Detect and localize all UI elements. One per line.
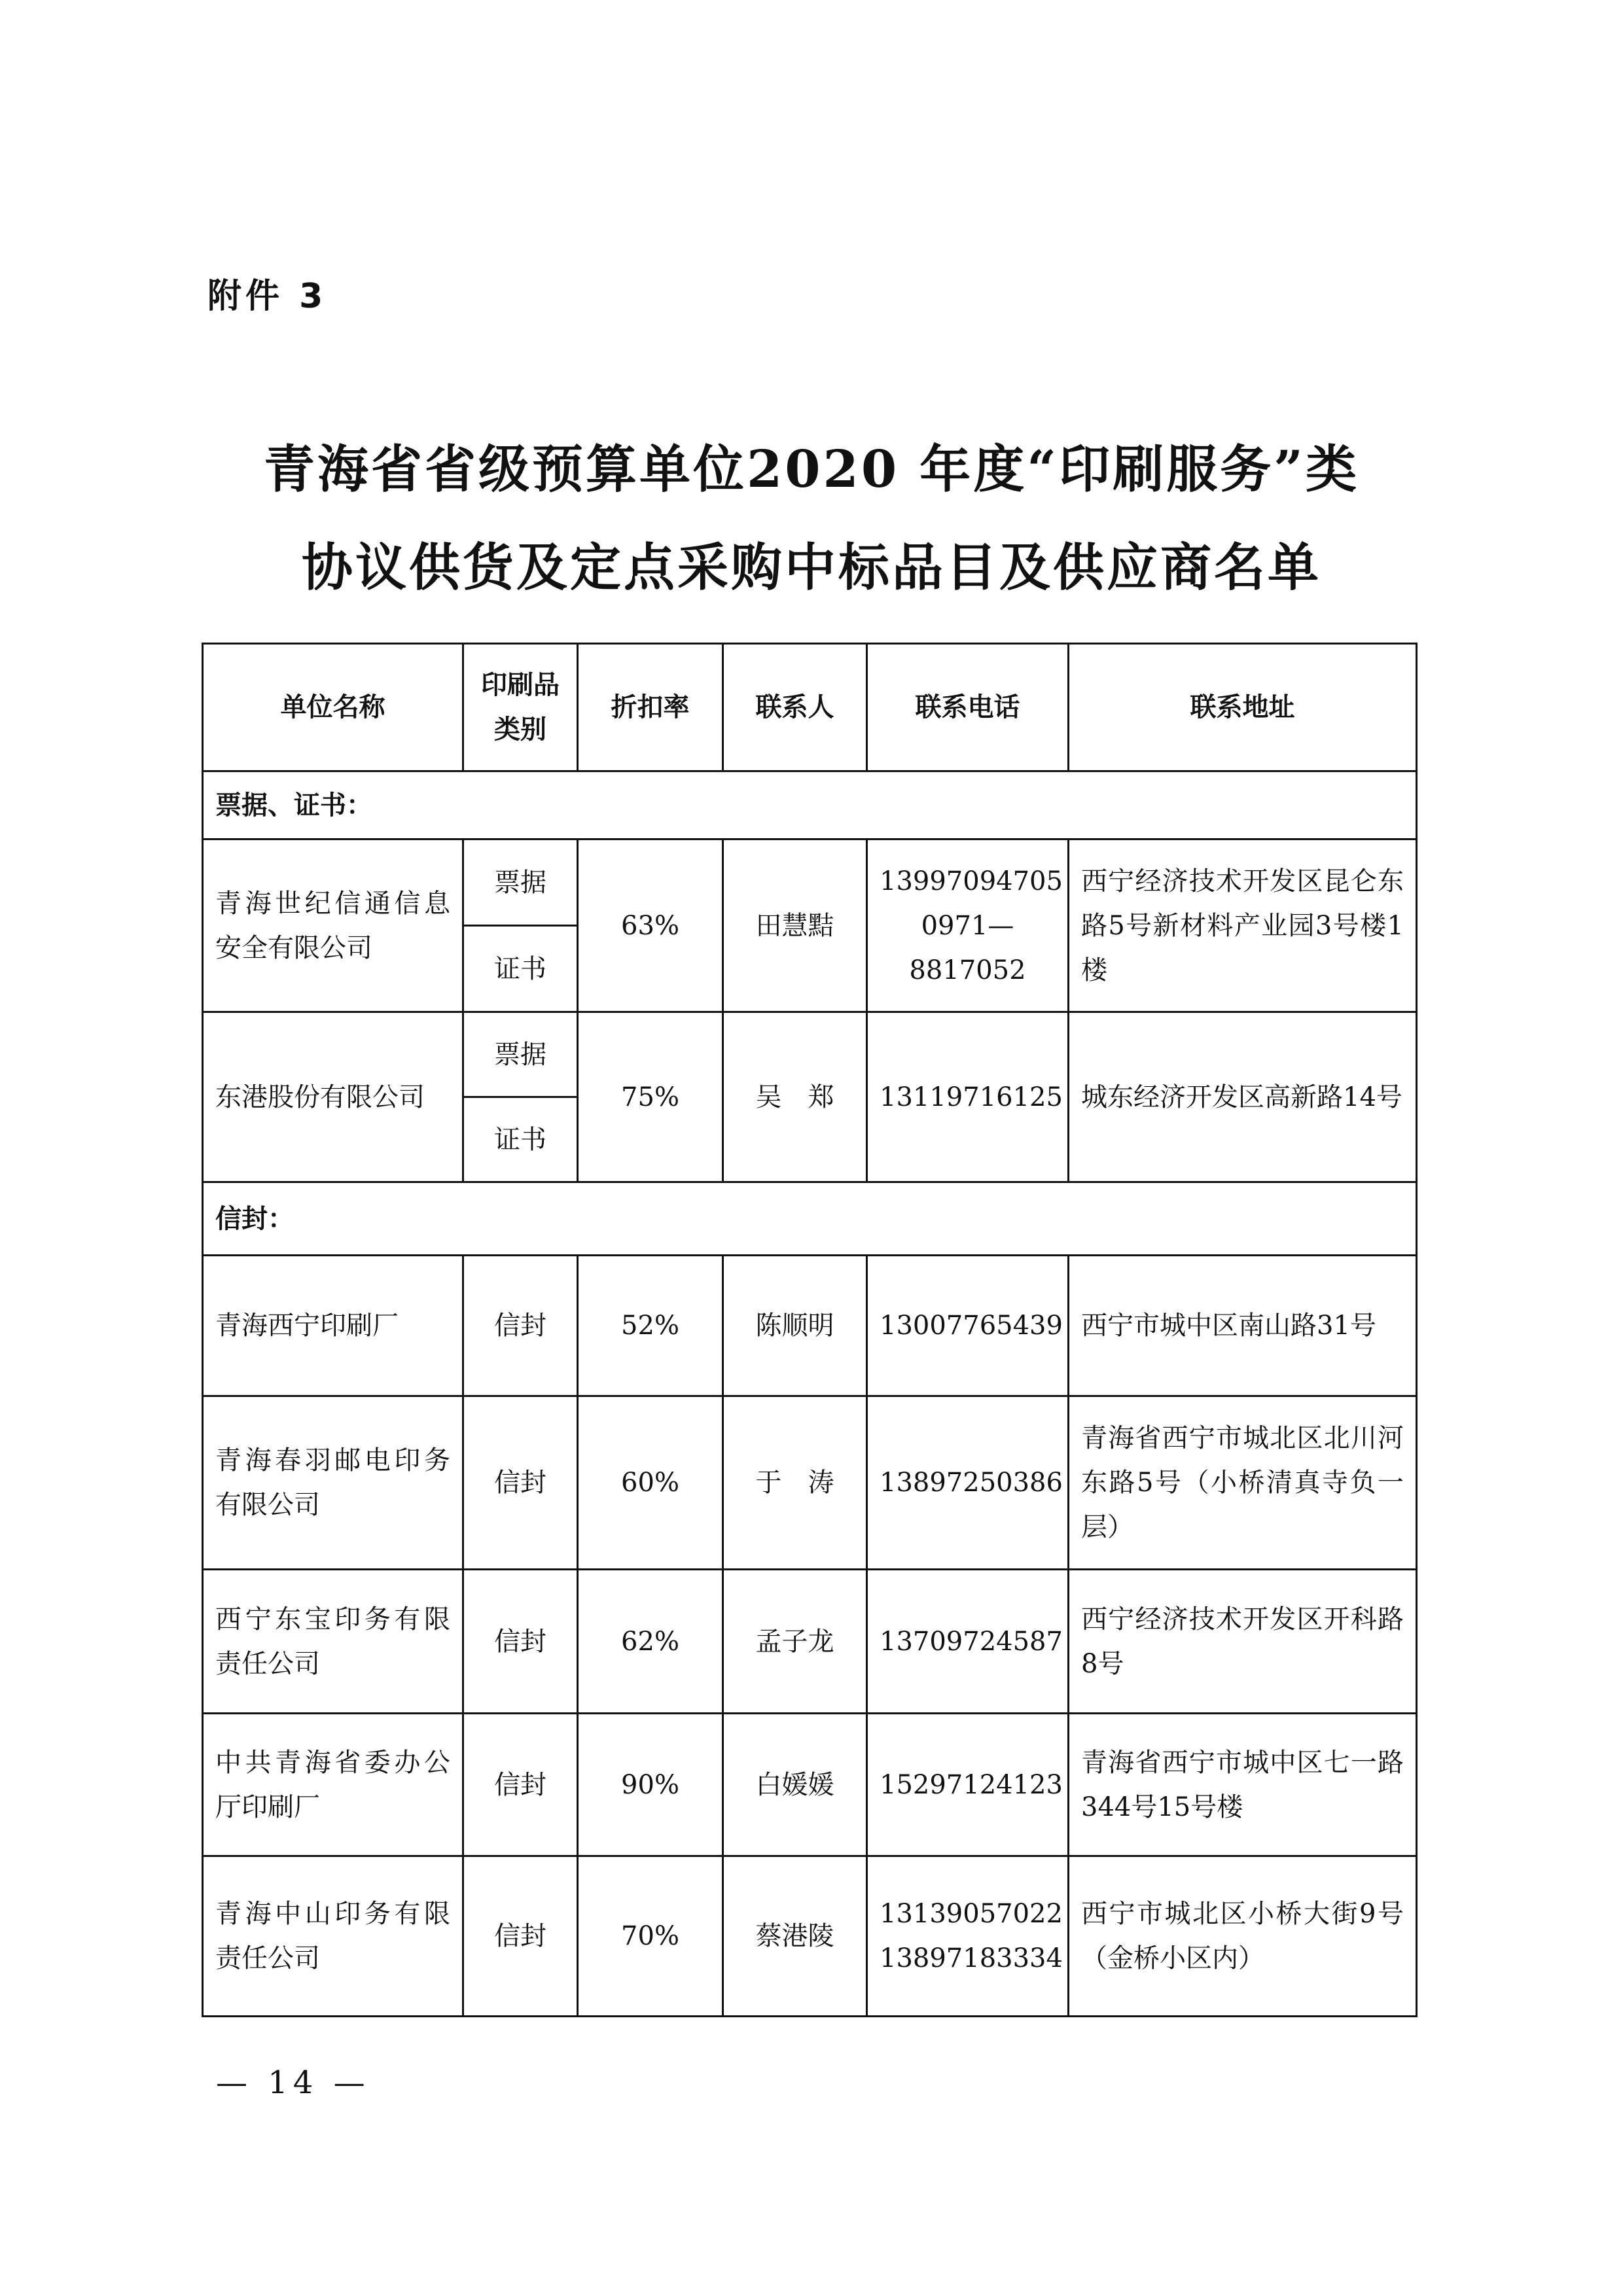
address-cell: 西宁经济技术开发区昆仑东路5号新材料产业园3号楼1楼 xyxy=(1069,839,1417,1012)
category-cell: 票据 xyxy=(463,839,578,926)
discount-cell: 62% xyxy=(578,1570,723,1714)
category-cell: 证书 xyxy=(463,926,578,1012)
address-cell: 西宁市城中区南山路31号 xyxy=(1069,1256,1417,1396)
contact-cell: 吴 郑 xyxy=(723,1012,867,1182)
unit-name-cell: 中共青海省委办公厅印刷厂 xyxy=(203,1714,463,1856)
section-label: 票据、证书： xyxy=(203,771,1417,839)
phone-cell: 13139057022 13897183334 xyxy=(867,1856,1069,2017)
category-cell: 证书 xyxy=(463,1097,578,1182)
discount-cell: 60% xyxy=(578,1396,723,1570)
discount-cell: 63% xyxy=(578,839,723,1012)
unit-name-cell: 青海中山印务有限责任公司 xyxy=(203,1856,463,2017)
header-contact: 联系人 xyxy=(723,644,867,771)
address-cell: 西宁市城北区小桥大街9号（金桥小区内） xyxy=(1069,1856,1417,2017)
contact-cell: 于 涛 xyxy=(723,1396,867,1570)
contact-cell: 田慧黠 xyxy=(723,839,867,1012)
address-cell: 青海省西宁市城中区七一路344号15号楼 xyxy=(1069,1714,1417,1856)
document-title-line2: 协议供货及定点采购中标品目及供应商名单 xyxy=(301,538,1321,597)
header-address: 联系地址 xyxy=(1069,644,1417,771)
category-cell: 信封 xyxy=(463,1714,578,1856)
unit-name-cell: 西宁东宝印务有限责任公司 xyxy=(203,1570,463,1714)
section-label: 信封： xyxy=(203,1182,1417,1256)
header-unit: 单位名称 xyxy=(203,644,463,771)
table-header-row xyxy=(203,644,1417,771)
address-cell: 城东经济开发区高新路14号 xyxy=(1069,1012,1417,1182)
table-row xyxy=(203,1714,1417,1856)
attachment-label: 附件 3 xyxy=(207,277,327,316)
phone-cell: 13007765439 xyxy=(867,1256,1069,1396)
table-row xyxy=(203,1396,1417,1570)
page-number: — 14 — xyxy=(216,2064,370,2101)
section-row-bills-certificates xyxy=(203,771,1417,839)
category-cell: 信封 xyxy=(463,1570,578,1714)
header-discount: 折扣率 xyxy=(578,644,723,771)
supplier-table xyxy=(202,643,1418,2017)
table-row xyxy=(203,1570,1417,1714)
unit-name-cell: 青海世纪信通信息安全有限公司 xyxy=(203,839,463,1012)
phone-cell: 13709724587 xyxy=(867,1570,1069,1714)
category-cell: 信封 xyxy=(463,1396,578,1570)
discount-cell: 52% xyxy=(578,1256,723,1396)
discount-cell: 90% xyxy=(578,1714,723,1856)
phone-cell: 13119716125 xyxy=(867,1012,1069,1182)
table-row xyxy=(203,1256,1417,1396)
contact-cell: 陈顺明 xyxy=(723,1256,867,1396)
address-cell: 西宁经济技术开发区开科路8号 xyxy=(1069,1570,1417,1714)
table-row xyxy=(203,1856,1417,2017)
category-cell: 票据 xyxy=(463,1012,578,1097)
address-cell: 青海省西宁市城北区北川河东路5号（小桥清真寺负一层） xyxy=(1069,1396,1417,1570)
header-phone: 联系电话 xyxy=(867,644,1069,771)
category-cell: 信封 xyxy=(463,1856,578,2017)
phone-cell: 13897250386 xyxy=(867,1396,1069,1570)
header-category: 印刷品 类别 xyxy=(463,644,578,771)
document-title-line1: 青海省省级预算单位2020 年度“印刷服务”类 xyxy=(264,440,1359,499)
unit-name-cell: 青海西宁印刷厂 xyxy=(203,1256,463,1396)
section-row-envelopes xyxy=(203,1182,1417,1256)
phone-cell: 15297124123 xyxy=(867,1714,1069,1856)
unit-name-cell: 青海春羽邮电印务有限公司 xyxy=(203,1396,463,1570)
phone-cell: 13997094705 0971—8817052 xyxy=(867,839,1069,1012)
table-row xyxy=(203,1012,1417,1097)
category-cell: 信封 xyxy=(463,1256,578,1396)
contact-cell: 白媛媛 xyxy=(723,1714,867,1856)
contact-cell: 蔡港陵 xyxy=(723,1856,867,2017)
contact-cell: 孟子龙 xyxy=(723,1570,867,1714)
table-row xyxy=(203,839,1417,926)
unit-name-cell: 东港股份有限公司 xyxy=(203,1012,463,1182)
discount-cell: 70% xyxy=(578,1856,723,2017)
discount-cell: 75% xyxy=(578,1012,723,1182)
